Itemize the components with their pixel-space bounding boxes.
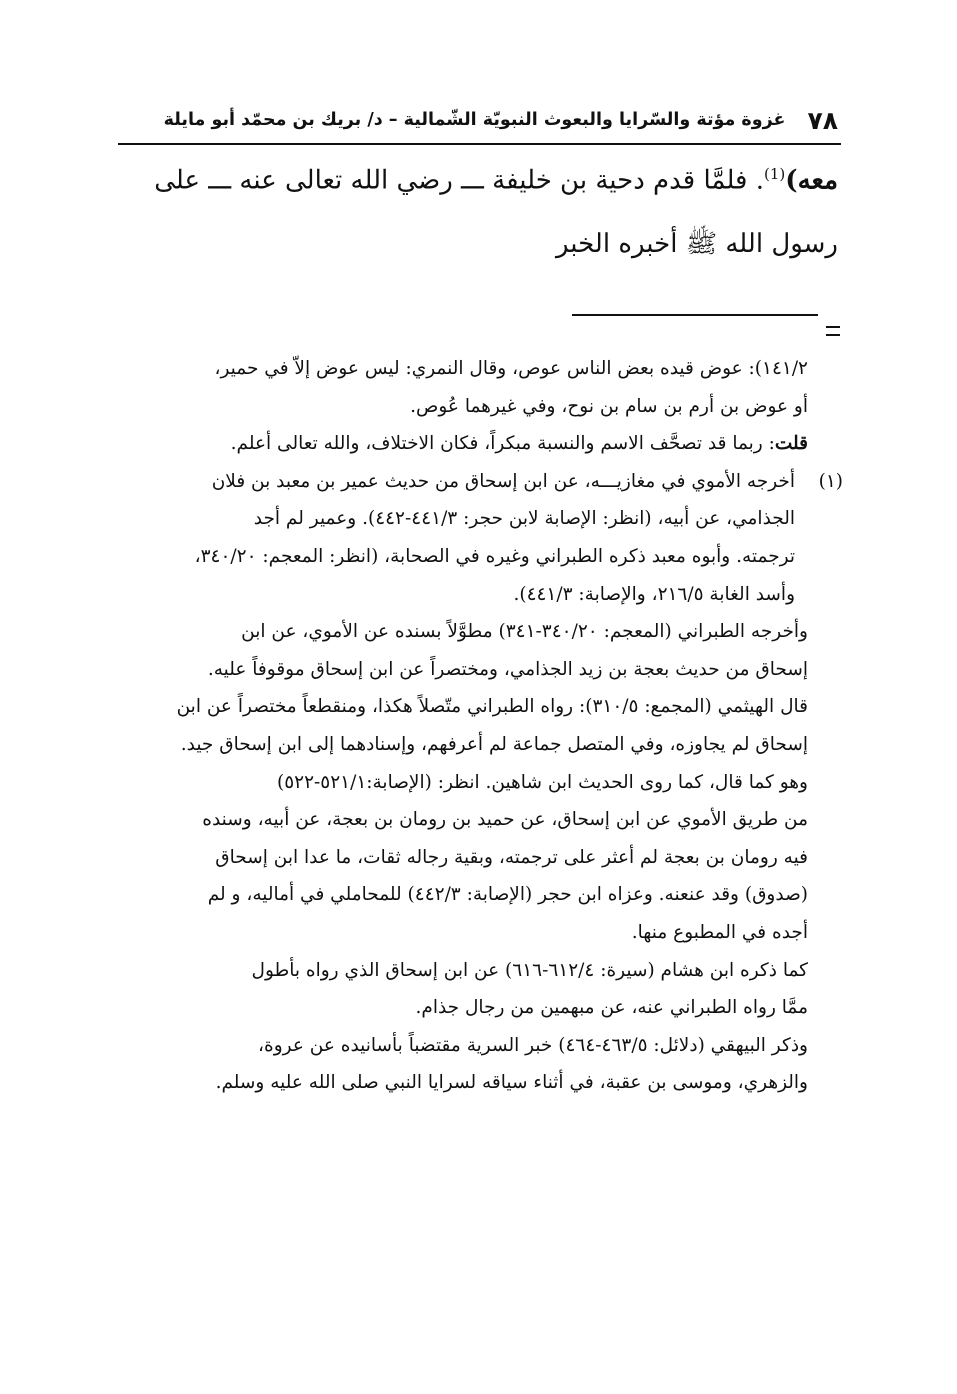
footnote-reference: (1) [764,165,786,183]
footnote-line: من طريق الأموي عن ابن إسحاق، عن حميد بن رومان بن بعجة، عن أبيه، وسنده [202,809,808,831]
main-text [118,165,838,275]
footnote-marker: (١) [818,470,843,492]
footnote-line: وهو كما قال، كما روى الحديث ابن شاهين. انظر: (الإصابة:٥٢١/١-٥٢٢) [277,771,808,793]
footnote-line: والزهري، وموسى بن عقبة، في أثناء سياقه لسرايا النبي صلى الله عليه وسلم. [215,1072,808,1094]
footnote-continued-line: أو عوض بن أرم بن سام بن نوح، وفي غيرهما عُوص. [410,395,808,417]
footnote-line: كما ذكره ابن هشام (سيرة: ٦١٢/٤-٦١٦) عن ابن إسحاق الذي رواه بأطول [251,959,808,981]
footnote-line: إسحاق من حديث بعجة بن زيد الجذامي، ومختصراً عن ابن إسحاق موقوفاً عليه. [207,658,808,680]
main-text-line-1-rest: . فلمَّا قدم دحية بن خليفة ـــ رضي الله تعالى عنه ـــ على [154,165,765,196]
footnote-line: وأسد الغابة ٢١٦/٥، والإصابة: ٤٤١/٣). [513,583,795,605]
footnote-line: فيه رومان بن بعجة لم أعثر على ترجمته، وبقية رجاله ثقات، ما عدا ابن إسحاق [215,846,808,868]
page-number: ٧٨ [807,105,838,135]
remark-label: قلت [774,433,808,455]
footnote-continuation-mark [826,326,840,336]
page-header [118,100,838,140]
running-title: غزوة مؤتة والسّرايا والبعوث النبويّة الشّمالية – د/ بريك بن محمّد أبو مايلة [163,110,786,130]
main-text-line-1 [154,165,838,196]
footnote-line: أجده في المطبوع منها. [631,922,808,943]
footnote-remark-line [231,433,808,454]
main-text-line-2: رسول الله ﷺ أخبره الخبر [555,229,838,259]
footnote-line: (صدوق) وقد عنعنه. وعزاه ابن حجر (الإصابة: ٤٤٢/٣) للمحاملي في أماليه، و لم [207,884,808,906]
footnote-line: قال الهيثمي (المجمع: ٣١٠/٥): رواه الطبراني متّصلاً هكذا، ومنقطعاً مختصراً عن ابن [176,696,808,718]
remark-text: : ربما قد تصحَّف الاسم والنسبة مبكراً، فكان الاختلاف، والله تعالى أعلم. [230,433,775,455]
footnote-line: أخرجه الأموي في مغازيـــه، عن ابن إسحاق من حديث عمير بن معبد بن فلان [211,470,795,492]
footnote-continued-line: ١٤١/٢): عوض قيده بعض الناس عوص، وقال النمري: ليس عوض إلاّ في حمير، [214,358,808,379]
footnote-line: إسحاق لم يجاوزه، وفي المتصل جماعة لم أعرفهم، وإسنادهما إلى ابن إسحاق جيد. [180,734,808,755]
footnote-line: وذكر البيهقي (دلائل: ٤٦٣/٥-٤٦٤) خبر السرية مقتضباً بأسانيده عن عروة، [258,1034,808,1056]
footnote-separator [572,314,818,316]
footnote-line: ممَّا رواه الطبراني عنه، عن مبهمين من رجال جذام. [415,997,808,1019]
footnote-line: ترجمته. وأبوه معبد ذكره الطبراني وغيره في الصحابة، (انظر: المعجم: ٣٤٠/٢٠، [194,546,795,567]
footnote-line: الجذامي، عن أبيه، (انظر: الإصابة لابن حجر: ٤٤١/٣-٤٤٢). وعمير لم أجد [253,508,795,530]
header-rule [118,143,841,145]
main-text-bold-word: معه) [785,165,838,196]
footnote-line: وأخرجه الطبراني (المعجم: ٣٤٠/٢٠-٣٤١) مطوَّلاً بسنده عن الأموي، عن ابن [241,621,808,643]
